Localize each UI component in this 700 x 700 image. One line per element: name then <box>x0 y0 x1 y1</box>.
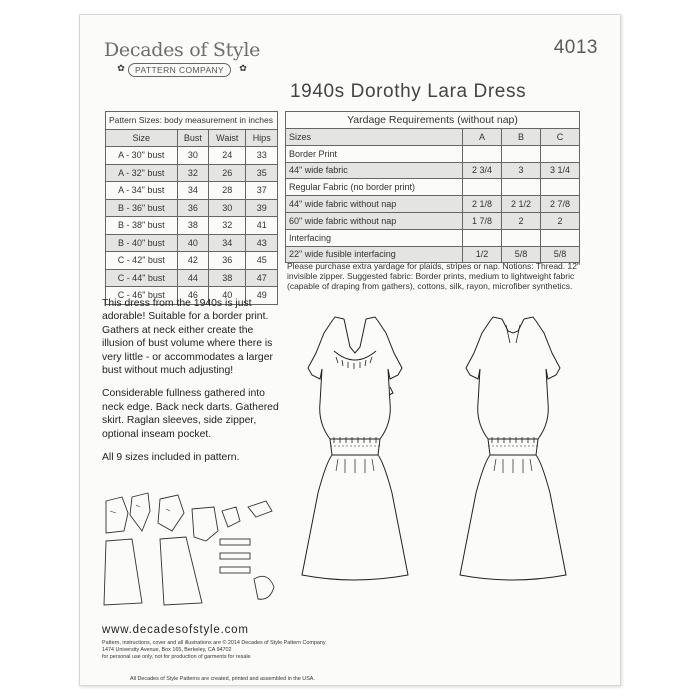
description <box>102 297 282 474</box>
website-link[interactable]: www.decadesofstyle.com <box>102 624 249 636</box>
table-row: 44" wide fabric without nap 2 1/8 2 1/2 2 7/8 <box>286 196 580 213</box>
table-row: C - 46" bust 46 40 49 <box>106 287 278 305</box>
column-header: Bust <box>177 129 209 147</box>
table-row: 60" wide fabric without nap 1 7/8 2 2 <box>286 212 580 229</box>
notions-notes: Please purchase extra yardage for plaids, stripes or nap. Notions: Thread. 12" invisible zipper. Suggested fabric: Border prints, medium to lightweight fabric (capable of draping from gathers), cottons, silk, rayon, microfiber synthetics. <box>287 261 580 292</box>
copyright-text: Pattern, instructions, cover and all illustrations are © 2014 Decades of Style Pattern Company 1474 University Avenue, Box 165, Berkeley, CA 94702 for personal use only, not for production of garments for resale <box>102 640 326 660</box>
description-paragraph: Considerable fullness gathered into neck edge. Back neck darts. Gathered skirt. Raglan sleeves, side zipper, optional inseam pocket. <box>102 388 279 440</box>
table-row: B - 40" bust 40 34 43 <box>106 234 278 252</box>
pattern-pieces-diagram <box>102 491 292 611</box>
column-header: A <box>463 129 502 146</box>
dress-front-illustration <box>290 313 420 613</box>
flower-icon: ✿ <box>239 63 247 73</box>
column-header: C <box>541 129 580 146</box>
sizes-table <box>105 111 278 305</box>
column-header: Waist <box>209 129 246 147</box>
table-row: A - 34" bust 34 28 37 <box>106 182 278 200</box>
table-row: B - 38" bust 38 32 41 <box>106 217 278 235</box>
flower-icon: ✿ <box>117 63 125 73</box>
column-header: B <box>502 129 541 146</box>
brand-logo <box>104 39 261 85</box>
table-row: C - 44" bust 44 38 47 <box>106 269 278 287</box>
pattern-envelope-back <box>79 14 621 686</box>
column-header: Hips <box>246 129 278 147</box>
table-row: 44" wide fabric 2 3/4 3 3 1/4 <box>286 162 580 179</box>
table-row: C - 42" bust 42 36 45 <box>106 252 278 270</box>
table-row: B - 36" bust 36 30 39 <box>106 199 278 217</box>
table-row: Interfacing <box>286 229 580 246</box>
dress-back-illustration <box>448 313 578 613</box>
yardage-table <box>285 111 580 263</box>
brand-name: Decades of Style <box>104 39 261 61</box>
column-header: Sizes <box>286 129 463 146</box>
sizes-table-caption: Pattern Sizes: body measurement in inches <box>106 112 278 130</box>
brand-sub: PATTERN COMPANY <box>128 63 231 77</box>
column-header: Size <box>106 129 178 147</box>
table-row: Border Print <box>286 145 580 162</box>
page-title: 1940s Dorothy Lara Dress <box>290 81 527 102</box>
description-paragraph: This dress from the 1940s is just adorable! Suitable for a border print. Gathers at neck either create the illusion of bust volume where there is very little - or accommodates a larger bust without much adjusting! <box>102 298 273 377</box>
table-row: A - 32" bust 32 26 35 <box>106 164 278 182</box>
description-paragraph: All 9 sizes included in pattern. <box>102 452 240 464</box>
footer-note: All Decades of Style Patterns are created, printed and assembled in the USA. <box>130 676 315 682</box>
table-row: 22" wide fusible interfacing 1/2 5/8 5/8 <box>286 246 580 263</box>
table-row: A - 30" bust 30 24 33 <box>106 147 278 165</box>
yardage-table-title: Yardage Requirements (without nap) <box>286 112 580 129</box>
pattern-number: 4013 <box>553 37 598 58</box>
table-row: Regular Fabric (no border print) <box>286 179 580 196</box>
